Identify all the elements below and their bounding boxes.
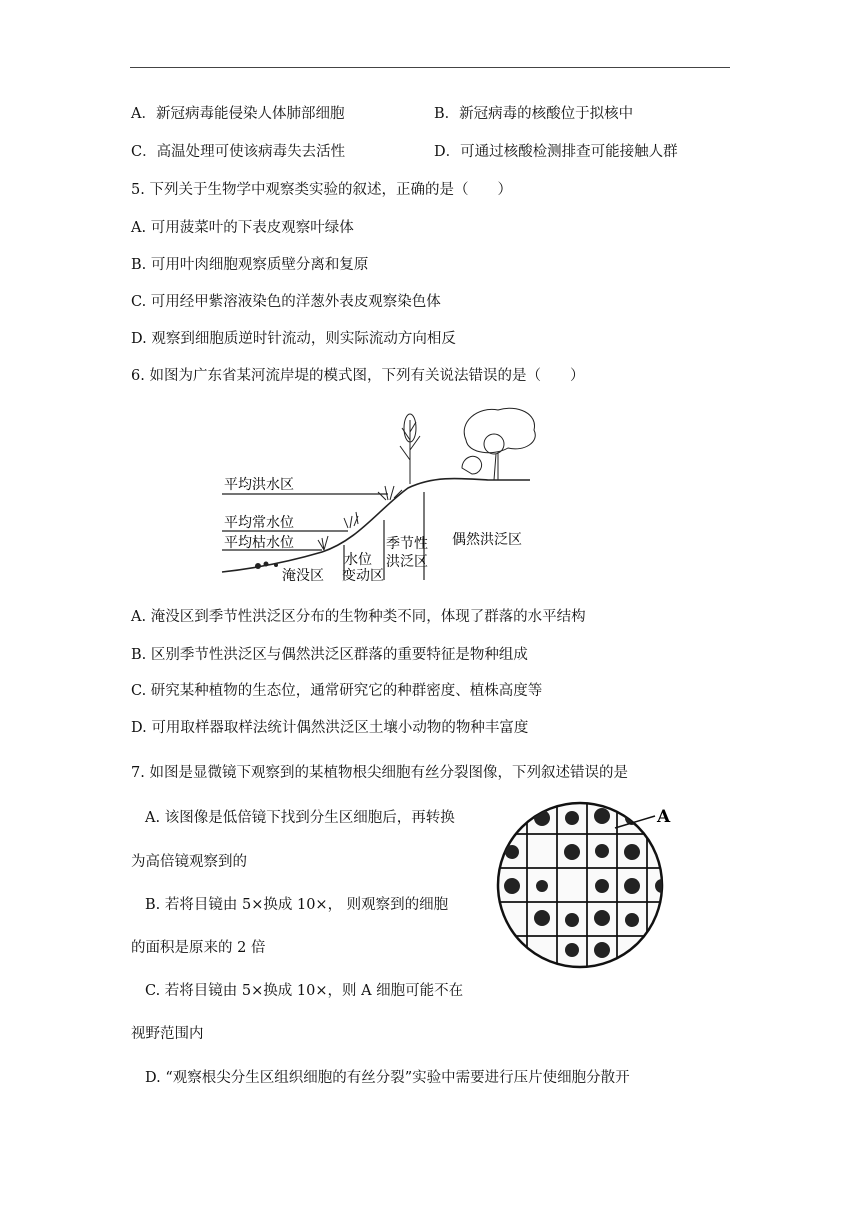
q5-stem: 5. 下列关于生物学中观察类实验的叙述，正确的是（ ）: [131, 182, 512, 198]
q6-option-b: B. 区别季节性洪泛区与偶然洪泛区群落的重要特征是物种组成: [131, 647, 528, 663]
label-water-change-2: 变动区: [342, 568, 384, 584]
q4-option-b: B．新冠病毒的核酸位于拟核中: [434, 106, 634, 122]
q6-stem: 6. 如图为广东省某河流岸堤的模式图，下列有关说法错误的是（ ）: [131, 368, 585, 384]
label-submerged: 淹没区: [282, 568, 324, 584]
label-flood: 平均洪水区: [224, 477, 294, 493]
q5-option-d: D. 观察到细胞质逆时针流动，则实际流动方向相反: [131, 331, 456, 347]
q7-option-a-line1: A. 该图像是低倍镜下找到分生区细胞后，再转换: [145, 810, 455, 826]
q7-option-b-line2: 的面积是原来的 2 倍: [131, 940, 266, 956]
q7-option-a-line2: 为高倍镜观察到的: [131, 854, 247, 870]
river-bank-figure: [218, 400, 558, 585]
header-rule: [130, 67, 730, 68]
label-low-water: 平均枯水位: [224, 535, 294, 551]
label-seasonal-1: 季节性: [386, 536, 428, 552]
q7-option-b-line1: B. 若将目镜由 5×换成 10×， 则观察到的细胞: [145, 897, 449, 913]
q5-option-c: C. 可用经甲紫溶液染色的洋葱外表皮观察染色体: [131, 294, 441, 310]
label-cell-a: A: [657, 807, 671, 827]
q7-stem: 7. 如图是显微镜下观察到的某植物根尖细胞有丝分裂图像，下列叙述错误的是: [131, 765, 628, 781]
q7-option-c-line1: C. 若将目镜由 5×换成 10×，则 A 细胞可能不在: [145, 983, 464, 999]
q6-option-d: D. 可用取样器取样法统计偶然洪泛区土壤小动物的物种丰富度: [131, 720, 529, 736]
label-seasonal-2: 洪泛区: [386, 554, 428, 570]
q4-option-a: A．新冠病毒能侵染人体肺部细胞: [131, 106, 345, 122]
q7-option-d: D. “观察根尖分生区组织细胞的有丝分裂”实验中需要进行压片使细胞分散开: [145, 1070, 630, 1086]
q6-option-c: C. 研究某种植物的生态位，通常研究它的种群密度、植株高度等: [131, 683, 543, 699]
q5-option-b: B. 可用叶肉细胞观察质壁分离和复原: [131, 257, 369, 273]
q7-option-c-line2: 视野范围内: [131, 1026, 204, 1042]
label-normal-water: 平均常水位: [224, 515, 294, 531]
q4-option-c: C．高温处理可使该病毒失去活性: [131, 144, 346, 160]
q5-option-a: A. 可用菠菜叶的下表皮观察叶绿体: [131, 220, 354, 236]
q6-option-a: A. 淹没区到季节性洪泛区分布的生物种类不同，体现了群落的水平结构: [131, 609, 586, 625]
label-water-change-1: 水位: [344, 552, 372, 568]
label-occasional: 偶然洪泛区: [452, 532, 522, 548]
microscope-cells-figure: [495, 800, 695, 970]
q4-option-d: D．可通过核酸检测排查可能接触人群: [434, 144, 678, 160]
